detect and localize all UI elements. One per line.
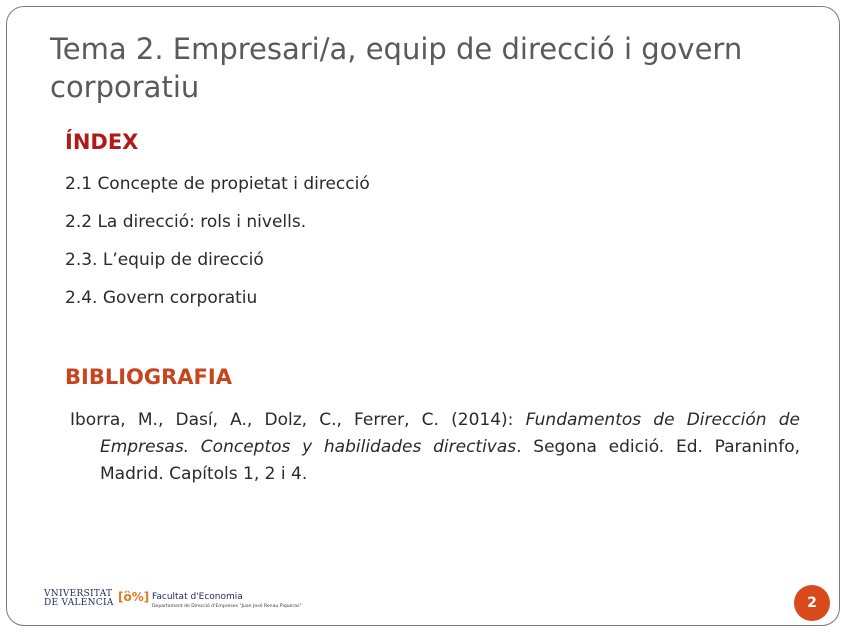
index-heading: ÍNDEX xyxy=(65,130,139,154)
faculty-name: Facultat d'Economia xyxy=(152,592,243,602)
slide-title: Tema 2. Empresari/a, equip de direcció i govern corporatiu xyxy=(50,32,743,104)
university-line2: DE VALÈNCIA xyxy=(44,598,114,608)
index-item: 2.3. L’equip de direcció xyxy=(65,250,264,270)
index-list xyxy=(65,171,370,323)
index-item: 2.4. Govern corporatiu xyxy=(65,288,258,308)
index-item: 2.2 La direcció: rols i nivells. xyxy=(65,212,307,232)
university-logo xyxy=(44,588,374,614)
university-name xyxy=(44,590,114,608)
reference-authors: Iborra, M., Dasí, A., Dolz, C., Ferrer, C. (2014): xyxy=(70,410,526,430)
department-name: Departament de Direcció d'Empreses "Juan José Renau Piqueras" xyxy=(152,604,302,609)
bibliography-heading: BIBLIOGRAFIA xyxy=(65,365,232,389)
university-emblem-icon: [ὃ%] xyxy=(118,590,150,604)
page-number-badge: 2 xyxy=(794,585,830,621)
reference-book-title: Fundamentos de Dirección de Empresas. Conceptos y habilidades directivas xyxy=(100,410,800,457)
bibliography-reference xyxy=(70,407,800,488)
reference-details: . Segona edició. Ed. Paraninfo, Madrid. Capítols 1, 2 i 4. xyxy=(100,437,800,484)
university-line1: VNIVERSITAT xyxy=(44,589,113,599)
index-item: 2.1 Concepte de propietat i direcció xyxy=(65,174,370,194)
